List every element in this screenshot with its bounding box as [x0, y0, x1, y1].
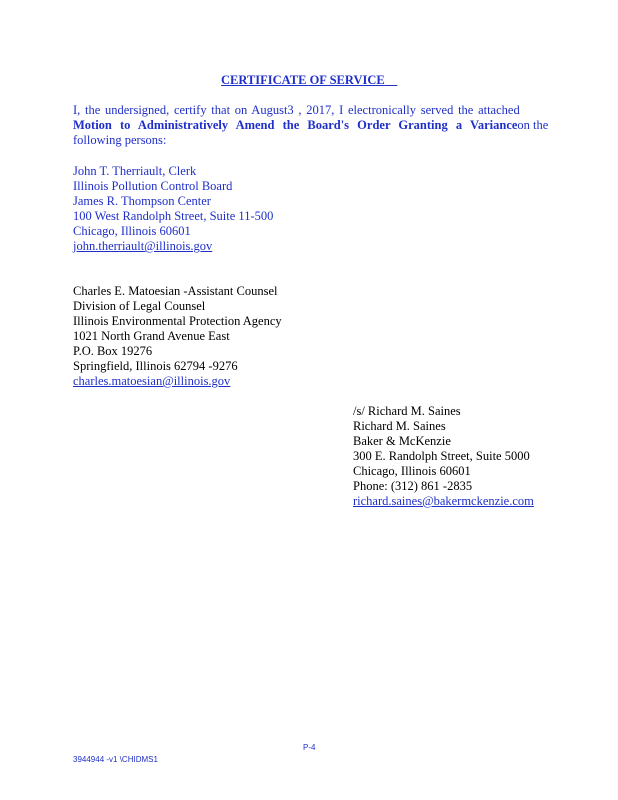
recipient-email-link[interactable]: charles.matoesian@illinois.gov — [73, 374, 231, 388]
recipient-building: James R. Thompson Center — [73, 194, 211, 208]
recipient-org: Illinois Pollution Control Board — [73, 179, 233, 193]
signer-city: Chicago, Illinois 60601 — [353, 464, 471, 478]
intro-line-3: following persons: — [73, 133, 167, 147]
signer-street: 300 E. Randolph Street, Suite 5000 — [353, 449, 530, 463]
recipient-block-2 — [73, 284, 282, 389]
signer-firm: Baker & McKenzie — [353, 434, 451, 448]
intro-line-2-tail: on the — [517, 118, 549, 132]
recipient-email-link[interactable]: john.therriault@illinois.gov — [73, 239, 213, 253]
signature-block — [353, 404, 534, 509]
recipient-street: 1021 North Grand Avenue East — [73, 329, 230, 343]
intro-paragraph — [73, 103, 549, 148]
motion-title: Motion to Administratively Amend the Board's Order Granting a Variance — [73, 118, 518, 132]
page-number: P-4 — [303, 743, 316, 752]
recipient-name: John T. Therriault, Clerk — [73, 164, 197, 178]
document-id: 3944944 -v1 \CHIDMS1 — [73, 755, 158, 764]
recipient-city: Springfield, Illinois 62794 -9276 — [73, 359, 238, 373]
recipient-division: Division of Legal Counsel — [73, 299, 206, 313]
recipient-city: Chicago, Illinois 60601 — [73, 224, 191, 238]
signature-line: /s/ Richard M. Saines — [353, 404, 461, 418]
signer-email-link[interactable]: richard.saines@bakermckenzie.com — [353, 494, 534, 508]
page-title: CERTIFICATE OF SERVICE — [221, 73, 385, 87]
recipient-pobox: P.O. Box 19276 — [73, 344, 153, 358]
intro-line-1: I, the undersigned, certify that on August3 , 2017, I electronically served the attached — [73, 103, 520, 117]
recipient-street: 100 West Randolph Street, Suite 11-500 — [73, 209, 274, 223]
recipient-agency: Illinois Environmental Protection Agency — [73, 314, 282, 328]
signer-name: Richard M. Saines — [353, 419, 446, 433]
signer-phone: Phone: (312) 861 -2835 — [353, 479, 473, 493]
recipient-name: Charles E. Matoesian -Assistant Counsel — [73, 284, 278, 298]
recipient-block-1 — [73, 164, 273, 254]
